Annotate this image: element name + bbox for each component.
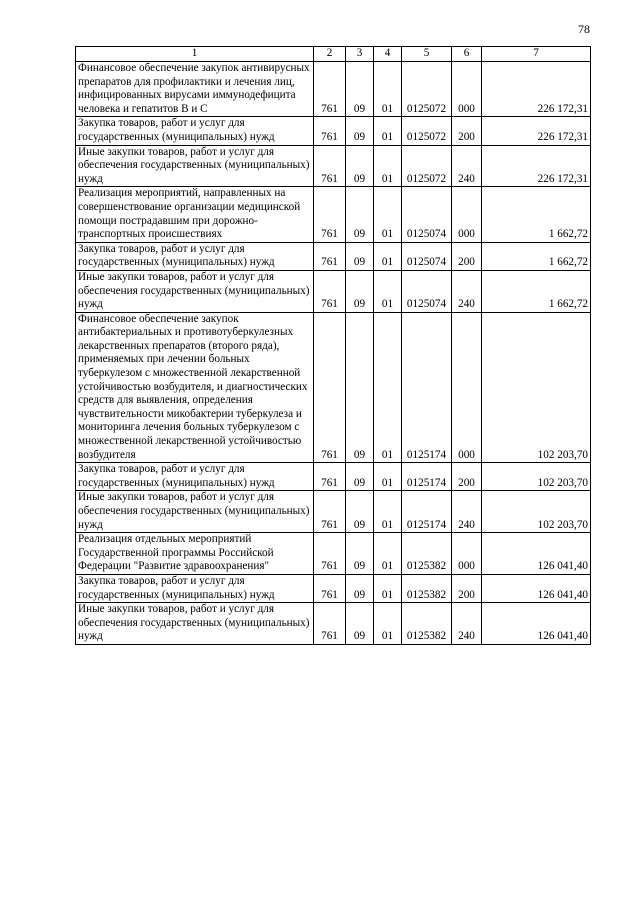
- ministry-code-cell: 761: [314, 242, 346, 270]
- subsection-code-cell: 01: [374, 491, 402, 533]
- expense-type-cell: 200: [452, 463, 482, 491]
- row-name-cell: Закупка товаров, работ и услуг для государственных (муниципальных) нужд: [76, 117, 314, 145]
- row-name-cell: Финансовое обеспечение закупок антивирусных препаратов для профилактики и лечения лиц, инфицированных вирусами иммунодефицита человека и гепатитов В и С: [76, 62, 314, 117]
- amount-cell: 226 172,31: [482, 117, 591, 145]
- amount-cell: 126 041,40: [482, 574, 591, 602]
- target-article-cell: 0125072: [402, 117, 452, 145]
- section-code-cell: 09: [346, 242, 374, 270]
- row-name-cell: Закупка товаров, работ и услуг для государственных (муниципальных) нужд: [76, 463, 314, 491]
- column-header: 4: [374, 47, 402, 62]
- ministry-code-cell: 761: [314, 312, 346, 463]
- table-row: [76, 242, 591, 270]
- section-code-cell: 09: [346, 145, 374, 187]
- ministry-code-cell: 761: [314, 117, 346, 145]
- ministry-code-cell: 761: [314, 491, 346, 533]
- row-name-cell: Финансовое обеспечение закупок антибактериальных и противотуберкулезных лекарственных препаратов (второго ряда), применяемых при лечении больных туберкулезом с множественной лекарственной устойчивостью возбудителя, и диагностических средств для выявления, определения чувствительности микобактерии туберкулеза и мониторинга лечения больных туберкулезом с множественной лекарственной устойчивостью возбудителя: [76, 312, 314, 463]
- target-article-cell: 0125174: [402, 491, 452, 533]
- section-code-cell: 09: [346, 574, 374, 602]
- column-header: 1: [76, 47, 314, 62]
- column-header: 3: [346, 47, 374, 62]
- table-row: [76, 603, 591, 645]
- expense-type-cell: 240: [452, 270, 482, 312]
- subsection-code-cell: 01: [374, 242, 402, 270]
- subsection-code-cell: 01: [374, 187, 402, 242]
- row-name-cell: Реализация мероприятий, направленных на совершенствование организации медицинской помощи пострадавшим при дорожно-транспортных происшествиях: [76, 187, 314, 242]
- subsection-code-cell: 01: [374, 117, 402, 145]
- table-row: [76, 62, 591, 117]
- section-code-cell: 09: [346, 491, 374, 533]
- subsection-code-cell: 01: [374, 312, 402, 463]
- amount-cell: 1 662,72: [482, 187, 591, 242]
- amount-cell: 1 662,72: [482, 270, 591, 312]
- section-code-cell: 09: [346, 187, 374, 242]
- expense-type-cell: 200: [452, 574, 482, 602]
- ministry-code-cell: 761: [314, 270, 346, 312]
- target-article-cell: 0125382: [402, 574, 452, 602]
- target-article-cell: 0125174: [402, 312, 452, 463]
- section-code-cell: 09: [346, 312, 374, 463]
- subsection-code-cell: 01: [374, 145, 402, 187]
- subsection-code-cell: 01: [374, 62, 402, 117]
- section-code-cell: 09: [346, 270, 374, 312]
- table-row: [76, 533, 591, 575]
- header-row: [76, 47, 591, 62]
- row-name-cell: Иные закупки товаров, работ и услуг для обеспечения государственных (муниципальных) нужд: [76, 145, 314, 187]
- ministry-code-cell: 761: [314, 574, 346, 602]
- row-name-cell: Закупка товаров, работ и услуг для государственных (муниципальных) нужд: [76, 574, 314, 602]
- page-number: 78: [578, 22, 590, 36]
- table-row: [76, 312, 591, 463]
- target-article-cell: 0125382: [402, 603, 452, 645]
- target-article-cell: 0125074: [402, 242, 452, 270]
- ministry-code-cell: 761: [314, 145, 346, 187]
- expense-type-cell: 000: [452, 62, 482, 117]
- column-header: 7: [482, 47, 591, 62]
- amount-cell: 126 041,40: [482, 533, 591, 575]
- ministry-code-cell: 761: [314, 533, 346, 575]
- target-article-cell: 0125382: [402, 533, 452, 575]
- row-name-cell: Закупка товаров, работ и услуг для государственных (муниципальных) нужд: [76, 242, 314, 270]
- target-article-cell: 0125174: [402, 463, 452, 491]
- amount-cell: 226 172,31: [482, 62, 591, 117]
- expense-type-cell: 240: [452, 603, 482, 645]
- table-row: [76, 117, 591, 145]
- amount-cell: 126 041,40: [482, 603, 591, 645]
- amount-cell: 102 203,70: [482, 463, 591, 491]
- expense-type-cell: 000: [452, 533, 482, 575]
- row-name-cell: Иные закупки товаров, работ и услуг для обеспечения государственных (муниципальных) нужд: [76, 603, 314, 645]
- table-row: [76, 574, 591, 602]
- table-row: [76, 270, 591, 312]
- row-name-cell: Иные закупки товаров, работ и услуг для обеспечения государственных (муниципальных) нужд: [76, 270, 314, 312]
- amount-cell: 226 172,31: [482, 145, 591, 187]
- subsection-code-cell: 01: [374, 533, 402, 575]
- target-article-cell: 0125074: [402, 187, 452, 242]
- target-article-cell: 0125074: [402, 270, 452, 312]
- row-name-cell: Иные закупки товаров, работ и услуг для обеспечения государственных (муниципальных) нужд: [76, 491, 314, 533]
- column-header: 5: [402, 47, 452, 62]
- table-row: [76, 145, 591, 187]
- amount-cell: 102 203,70: [482, 491, 591, 533]
- expense-type-cell: 200: [452, 117, 482, 145]
- section-code-cell: 09: [346, 603, 374, 645]
- expense-type-cell: 000: [452, 312, 482, 463]
- section-code-cell: 09: [346, 533, 374, 575]
- row-name-cell: Реализация отдельных мероприятий Государственной программы Российской Федерации "Развитие здравоохранения": [76, 533, 314, 575]
- amount-cell: 1 662,72: [482, 242, 591, 270]
- ministry-code-cell: 761: [314, 603, 346, 645]
- expense-type-cell: 200: [452, 242, 482, 270]
- target-article-cell: 0125072: [402, 145, 452, 187]
- section-code-cell: 09: [346, 117, 374, 145]
- section-code-cell: 09: [346, 62, 374, 117]
- table-row: [76, 491, 591, 533]
- subsection-code-cell: 01: [374, 603, 402, 645]
- expense-type-cell: 240: [452, 491, 482, 533]
- budget-table: [75, 46, 591, 645]
- column-header: 6: [452, 47, 482, 62]
- expense-type-cell: 000: [452, 187, 482, 242]
- ministry-code-cell: 761: [314, 62, 346, 117]
- ministry-code-cell: 761: [314, 187, 346, 242]
- amount-cell: 102 203,70: [482, 312, 591, 463]
- table-row: [76, 463, 591, 491]
- subsection-code-cell: 01: [374, 270, 402, 312]
- subsection-code-cell: 01: [374, 463, 402, 491]
- column-header: 2: [314, 47, 346, 62]
- table-row: [76, 187, 591, 242]
- ministry-code-cell: 761: [314, 463, 346, 491]
- expense-type-cell: 240: [452, 145, 482, 187]
- table-body: [76, 62, 591, 645]
- section-code-cell: 09: [346, 463, 374, 491]
- subsection-code-cell: 01: [374, 574, 402, 602]
- target-article-cell: 0125072: [402, 62, 452, 117]
